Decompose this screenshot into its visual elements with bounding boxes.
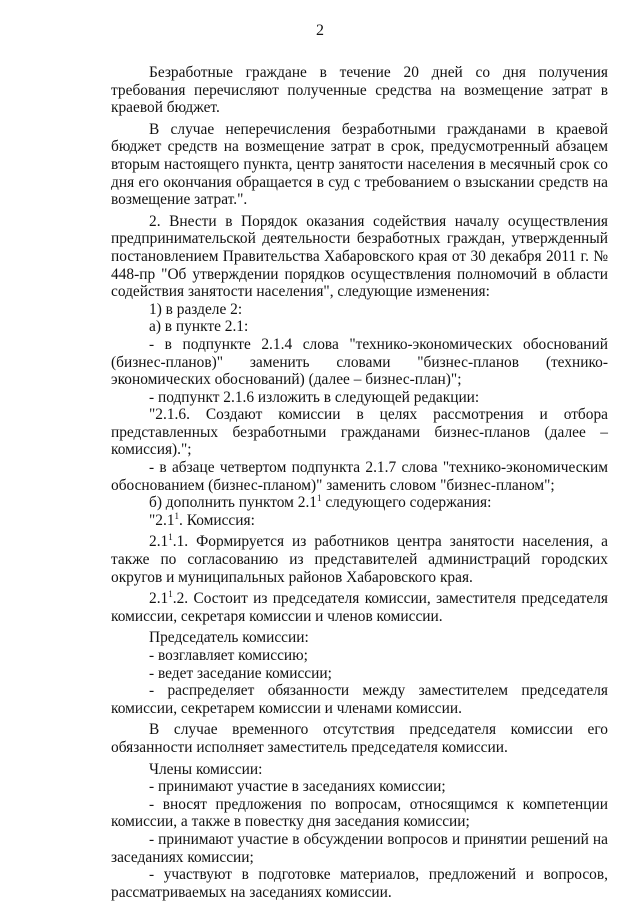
paragraph: Члены комиссии: bbox=[149, 760, 263, 778]
paragraph: В случае неперечисления безработными гражданами в краевой бюджет средств на возмещение затрат в срок, предусмотренный абзацем вторым настоящего пункта, центр занятости населения в месячный срок со дня его окончания обращается в суд с требованием о взыскании средств на возмещение затрат.". bbox=[111, 120, 608, 209]
paragraph: Безработные граждане в течение 20 дней со дня получения требования перечисляют полученные средства на возмещение затрат в краевой бюджет. bbox=[111, 64, 608, 117]
paragraph-text: 2.1 bbox=[149, 590, 169, 608]
paragraph-text: . Комиссия: bbox=[179, 511, 255, 529]
paragraph: Председатель комиссии: bbox=[149, 629, 309, 647]
paragraph: 1) в разделе 2: bbox=[149, 300, 243, 318]
paragraph: В случае временного отсутствия председателя комиссии его обязанности исполняет заместитель председателя комиссии. bbox=[111, 721, 608, 756]
paragraph: - участвуют в подготовке материалов, предложений и вопросов, рассматриваемых на заседаниях комиссии. bbox=[111, 866, 608, 901]
page-number: 2 bbox=[316, 22, 324, 39]
paragraph-text: б) дополнить пунктом 2.1 bbox=[149, 494, 317, 512]
document-body bbox=[111, 64, 608, 901]
superscript: 1 bbox=[174, 510, 180, 521]
paragraph: - в абзаце четвертом подпункта 2.1.7 слова "технико-экономическим обоснованием (бизнес-планом)" заменить словом "бизнес-планом"; bbox=[111, 459, 608, 494]
paragraph: а) в пункте 2.1: bbox=[149, 318, 249, 336]
paragraph: - распределяет обязанности между заместителем председателя комиссии, секретарем комиссии и членами комиссии. bbox=[111, 682, 608, 717]
paragraph bbox=[111, 590, 608, 625]
superscript: 1 bbox=[168, 589, 173, 600]
paragraph-text: "2.1 bbox=[149, 511, 175, 529]
paragraph: - принимают участие в обсуждении вопросов и принятии решений на заседаниях комиссии; bbox=[111, 830, 608, 866]
paragraph-text: .2. Состоит из председателя комиссии, заместителя председателя комиссии, секретаря комиссии и членов комиссии. bbox=[111, 590, 608, 625]
paragraph-text: следующего содержания: bbox=[321, 494, 492, 512]
paragraph: - вносят предложения по вопросам, относящимся к компетенции комиссии, а также в повестку дня заседания комиссии; bbox=[111, 795, 608, 831]
paragraph bbox=[111, 533, 608, 586]
paragraph: "2.1.6. Создают комиссии в целях рассмотрения и отбора представленных безработными гражданами бизнес-планов (далее – комиссия)."; bbox=[111, 406, 608, 459]
superscript: 1 bbox=[168, 532, 173, 543]
paragraph: 2. Внести в Порядок оказания содействия началу осуществления предпринимательской деятельности безработных граждан, утвержденный постановлением Правительства Хабаровского края от 30 декабря 2011 г. № 448-пр "Об утверждении порядков осуществления полномочий в области содействия занятости населения", следующие изменения: bbox=[111, 212, 608, 301]
paragraph bbox=[111, 494, 608, 512]
paragraph bbox=[111, 512, 608, 530]
paragraph: - ведет заседание комиссии; bbox=[149, 664, 332, 682]
paragraph: - возглавляет комиссию; bbox=[149, 647, 308, 664]
paragraph-text: 2.1 bbox=[149, 533, 169, 551]
paragraph: - подпункт 2.1.6 изложить в следующей редакции: bbox=[149, 388, 480, 406]
paragraph: - принимают участие в заседаниях комиссии; bbox=[149, 778, 446, 796]
paragraph-text: .1. Формируется из работников центра занятости населения, а также по согласованию из представителей администраций городских округов и муниципальных районов Хабаровского края. bbox=[111, 533, 608, 586]
paragraph: - в подпункте 2.1.4 слова "технико-экономических обоснований (бизнес-планов)" заменить словами "бизнес-планов (технико-экономических обоснований) (далее – бизнес-план)"; bbox=[111, 335, 608, 389]
superscript: 1 bbox=[317, 493, 322, 504]
